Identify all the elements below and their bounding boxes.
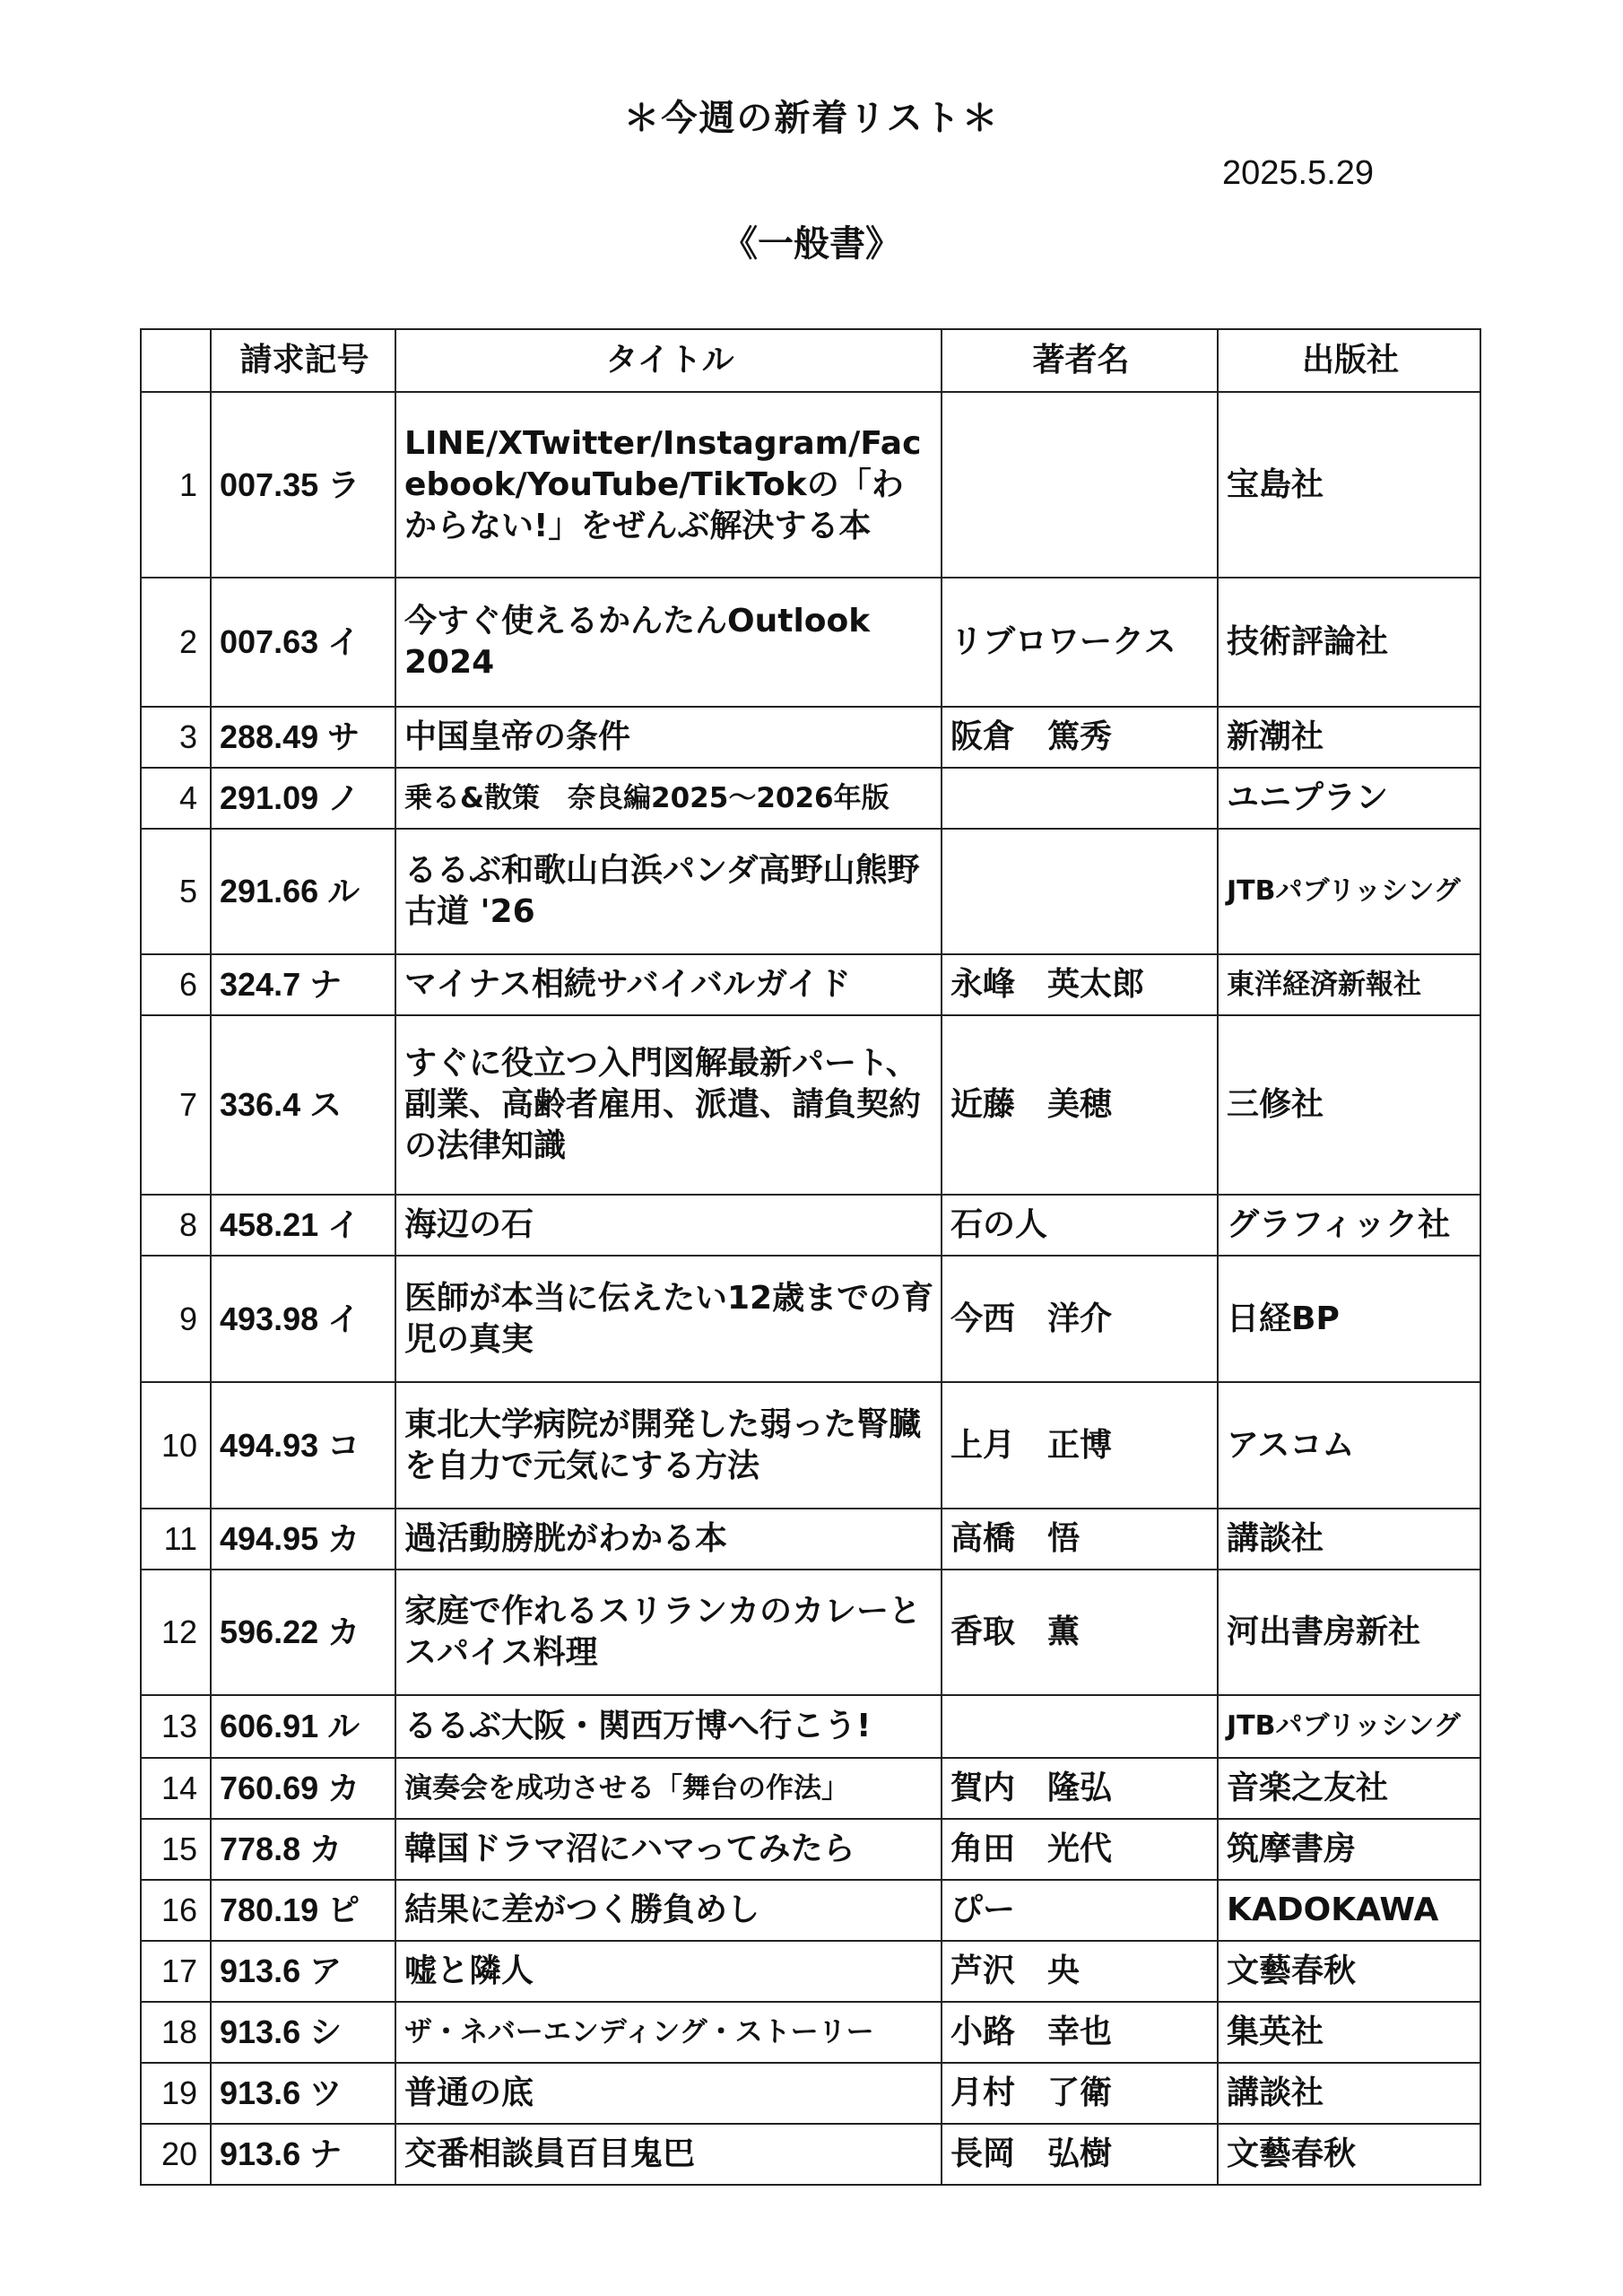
book-title: 海辺の石 xyxy=(395,1195,942,1256)
book-title: 乗る&散策 奈良編2025～2026年版 xyxy=(395,768,942,829)
row-number: 9 xyxy=(141,1256,211,1382)
row-number: 7 xyxy=(141,1015,211,1195)
book-title: 医師が本当に伝えたい12歳までの育児の真実 xyxy=(395,1256,942,1382)
publisher-name: 宝島社 xyxy=(1218,392,1480,578)
call-number: 780.19 ピ xyxy=(211,1880,395,1941)
call-number: 458.21 イ xyxy=(211,1195,395,1256)
call-number: 007.35 ラ xyxy=(211,392,395,578)
publisher-name: 文藝春秋 xyxy=(1218,2124,1480,2185)
table-row xyxy=(141,707,1480,768)
publisher-name: 音楽之友社 xyxy=(1218,1758,1480,1819)
book-title: 交番相談員百目鬼巴 xyxy=(395,2124,942,2185)
publisher-name: 新潮社 xyxy=(1218,707,1480,768)
book-title: ザ・ネバーエンディング・ストーリー xyxy=(395,2002,942,2063)
table-row xyxy=(141,1758,1480,1819)
call-number: 913.6 ア xyxy=(211,1941,395,2002)
publisher-name: 三修社 xyxy=(1218,1015,1480,1195)
call-number: 324.7 ナ xyxy=(211,954,395,1015)
row-number: 12 xyxy=(141,1570,211,1695)
row-number: 19 xyxy=(141,2063,211,2124)
table-row xyxy=(141,1941,1480,2002)
column-header-number xyxy=(141,329,211,392)
call-number: 336.4 ス xyxy=(211,1015,395,1195)
table-row xyxy=(141,1695,1480,1758)
author-name: 上月 正博 xyxy=(942,1382,1218,1509)
row-number: 5 xyxy=(141,829,211,954)
book-title: るるぶ和歌山白浜パンダ高野山熊野古道 '26 xyxy=(395,829,942,954)
author-name: リブロワークス xyxy=(942,578,1218,707)
author-name: 長岡 弘樹 xyxy=(942,2124,1218,2185)
table-row xyxy=(141,2002,1480,2063)
call-number: 007.63 イ xyxy=(211,578,395,707)
book-title: 韓国ドラマ沼にハマってみたら xyxy=(395,1819,942,1880)
author-name: 高橋 悟 xyxy=(942,1509,1218,1570)
author-name: 小路 幸也 xyxy=(942,2002,1218,2063)
call-number: 913.6 ツ xyxy=(211,2063,395,2124)
book-title: るるぶ大阪・関西万博へ行こう! xyxy=(395,1695,942,1758)
table-row xyxy=(141,954,1480,1015)
publisher-name: 東洋経済新報社 xyxy=(1218,954,1480,1015)
row-number: 15 xyxy=(141,1819,211,1880)
table-row xyxy=(141,1256,1480,1382)
row-number: 6 xyxy=(141,954,211,1015)
author-name xyxy=(942,829,1218,954)
book-title: 中国皇帝の条件 xyxy=(395,707,942,768)
author-name: 永峰 英太郎 xyxy=(942,954,1218,1015)
call-number: 913.6 シ xyxy=(211,2002,395,2063)
book-title: 過活動膀胱がわかる本 xyxy=(395,1509,942,1570)
table-header-row xyxy=(141,329,1480,392)
column-header-author: 著者名 xyxy=(942,329,1218,392)
column-header-title: タイトル xyxy=(395,329,942,392)
new-arrivals-table xyxy=(140,328,1481,2186)
book-title: 家庭で作れるスリランカのカレーとスパイス料理 xyxy=(395,1570,942,1695)
row-number: 17 xyxy=(141,1941,211,2002)
publisher-name: ユニプラン xyxy=(1218,768,1480,829)
call-number: 291.66 ル xyxy=(211,829,395,954)
row-number: 1 xyxy=(141,392,211,578)
row-number: 13 xyxy=(141,1695,211,1758)
table-row xyxy=(141,1509,1480,1570)
author-name: 石の人 xyxy=(942,1195,1218,1256)
book-title: すぐに役立つ入門図解最新パート、副業、高齢者雇用、派遣、請負契約の法律知識 xyxy=(395,1015,942,1195)
author-name: 香取 薫 xyxy=(942,1570,1218,1695)
book-title: 結果に差がつく勝負めし xyxy=(395,1880,942,1941)
table-row xyxy=(141,1880,1480,1941)
publisher-name: JTBパブリッシング xyxy=(1218,1695,1480,1758)
publisher-name: 日経BP xyxy=(1218,1256,1480,1382)
table-row xyxy=(141,1015,1480,1195)
author-name: 賀内 隆弘 xyxy=(942,1758,1218,1819)
table-row xyxy=(141,1819,1480,1880)
table-row xyxy=(141,768,1480,829)
book-title: 嘘と隣人 xyxy=(395,1941,942,2002)
publisher-name: 技術評論社 xyxy=(1218,578,1480,707)
row-number: 10 xyxy=(141,1382,211,1509)
book-title: 演奏会を成功させる「舞台の作法」 xyxy=(395,1758,942,1819)
author-name: 今西 洋介 xyxy=(942,1256,1218,1382)
column-header-publisher: 出版社 xyxy=(1218,329,1480,392)
call-number: 760.69 カ xyxy=(211,1758,395,1819)
table-row xyxy=(141,578,1480,707)
publisher-name: JTBパブリッシング xyxy=(1218,829,1480,954)
publisher-name: 文藝春秋 xyxy=(1218,1941,1480,2002)
book-title: LINE/XTwitter/Instagram/Facebook/YouTube/TikTokの「わからない!」をぜんぶ解決する本 xyxy=(395,392,942,578)
author-name: 角田 光代 xyxy=(942,1819,1218,1880)
row-number: 16 xyxy=(141,1880,211,1941)
book-title: マイナス相続サバイバルガイド xyxy=(395,954,942,1015)
table-row xyxy=(141,1570,1480,1695)
row-number: 11 xyxy=(141,1509,211,1570)
publisher-name: 講談社 xyxy=(1218,1509,1480,1570)
publisher-name: アスコム xyxy=(1218,1382,1480,1509)
book-title: 普通の底 xyxy=(395,2063,942,2124)
publisher-name: 講談社 xyxy=(1218,2063,1480,2124)
author-name xyxy=(942,1695,1218,1758)
publisher-name: KADOKAWA xyxy=(1218,1880,1480,1941)
column-header-call-number: 請求記号 xyxy=(211,329,395,392)
call-number: 288.49 サ xyxy=(211,707,395,768)
call-number: 778.8 カ xyxy=(211,1819,395,1880)
call-number: 913.6 ナ xyxy=(211,2124,395,2185)
publisher-name: 河出書房新社 xyxy=(1218,1570,1480,1695)
publisher-name: 筑摩書房 xyxy=(1218,1819,1480,1880)
author-name: 阪倉 篤秀 xyxy=(942,707,1218,768)
section-heading: 《一般書》 xyxy=(722,223,901,265)
book-title: 東北大学病院が開発した弱った腎臓を自力で元気にする方法 xyxy=(395,1382,942,1509)
table-row xyxy=(141,1382,1480,1509)
row-number: 14 xyxy=(141,1758,211,1819)
table-row xyxy=(141,2124,1480,2185)
table-row xyxy=(141,829,1480,954)
row-number: 2 xyxy=(141,578,211,707)
table-row xyxy=(141,1195,1480,1256)
author-name xyxy=(942,768,1218,829)
author-name xyxy=(942,392,1218,578)
table-row xyxy=(141,2063,1480,2124)
row-number: 3 xyxy=(141,707,211,768)
call-number: 291.09 ノ xyxy=(211,768,395,829)
call-number: 494.95 カ xyxy=(211,1509,395,1570)
book-title: 今すぐ使えるかんたんOutlook 2024 xyxy=(395,578,942,707)
publisher-name: 集英社 xyxy=(1218,2002,1480,2063)
row-number: 20 xyxy=(141,2124,211,2185)
call-number: 596.22 カ xyxy=(211,1570,395,1695)
author-name: ぴー xyxy=(942,1880,1218,1941)
list-date: 2025.5.29 xyxy=(1222,154,1375,192)
page-title: ＊今週の新着リスト＊ xyxy=(623,98,1000,139)
author-name: 芦沢 央 xyxy=(942,1941,1218,2002)
author-name: 月村 了衛 xyxy=(942,2063,1218,2124)
author-name: 近藤 美穂 xyxy=(942,1015,1218,1195)
call-number: 606.91 ル xyxy=(211,1695,395,1758)
table-row xyxy=(141,392,1480,578)
publisher-name: グラフィック社 xyxy=(1218,1195,1480,1256)
call-number: 493.98 イ xyxy=(211,1256,395,1382)
row-number: 8 xyxy=(141,1195,211,1256)
row-number: 18 xyxy=(141,2002,211,2063)
call-number: 494.93 コ xyxy=(211,1382,395,1509)
row-number: 4 xyxy=(141,768,211,829)
